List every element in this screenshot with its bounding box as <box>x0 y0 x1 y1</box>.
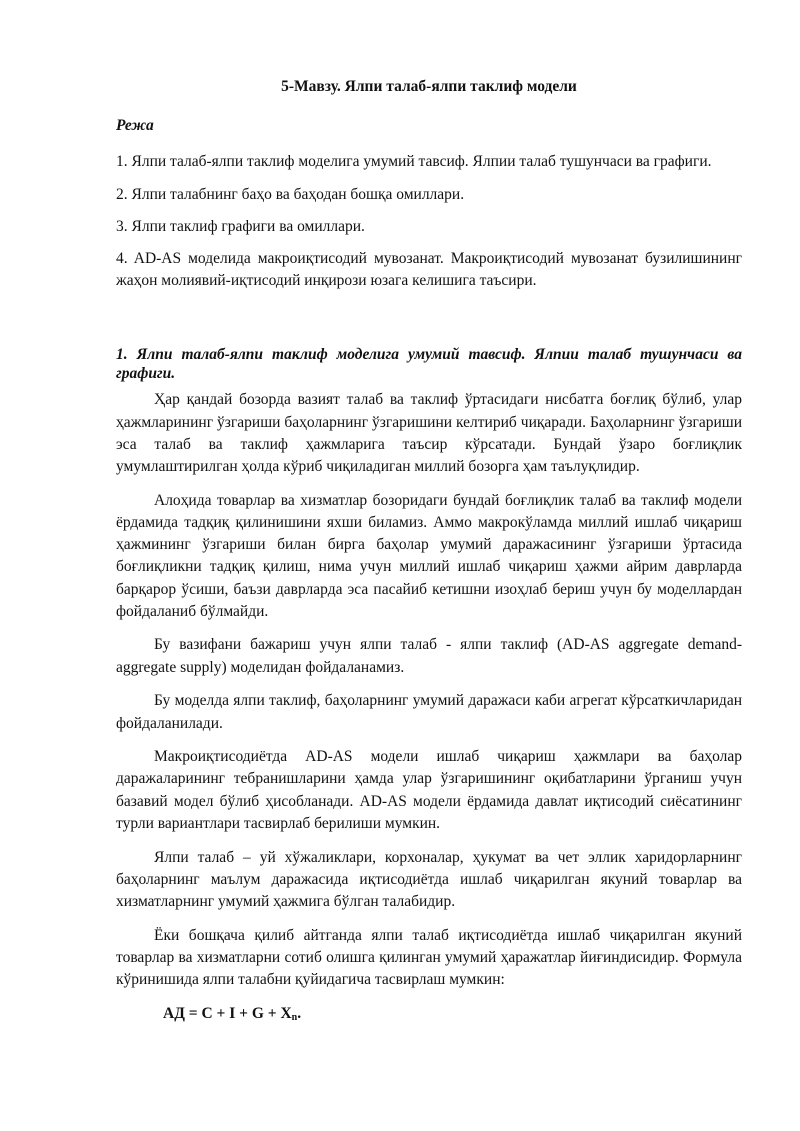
document-page <box>116 76 742 1025</box>
body-paragraph-4: Бу моделда ялпи таклиф, баҳоларнинг умумий даражаси каби агрегат кўрсаткичларидан фойдаланилади. <box>116 692 742 732</box>
section-heading: 1. Ялпи талаб-ялпи таклиф моделига умумий тавсиф. Ялпии талаб тушунчаси ва графиги. <box>116 346 742 383</box>
body-paragraph-2: Алоҳида товарлар ва хизматлар бозоридаги бундай боғлиқлик талаб ва таклиф модели ёрдамида тадқиқ қилинишини яхши биламиз. Аммо макрокўламда миллий ишлаб чиқариш ҳажмининг ўзгариши билан бирга баҳолар умумий даражасининг ўзгариши ўртасида боғлиқликни тадқиқ қилиш, нима учун миллий ишлаб чиқариш ҳажми айрим даврларда барқарор ўсиши, баъзи даврларда эса пасайиб кетишни изоҳлаб бериш учун бу моделлардан фойдаланиб бўлмайди. <box>116 491 742 620</box>
aggregate-demand-formula <box>163 1003 742 1025</box>
body-paragraph-3: Бу вазифани бажариш учун ялпи талаб - ялпи таклиф (AD-AS aggregate demand-aggregate supply) моделидан фойдаланамиз. <box>116 636 742 676</box>
body-paragraph-6: Ялпи талаб – уй хўжаликлари, корхоналар, ҳукумат ва чет эллик харидорларнинг баҳоларнинг маълум даражасида иқтисодиётда ишлаб чиқарилган якуний товарлар ва хизматларнинг умумий ҳажмига бўлган талабидир. <box>116 848 742 910</box>
formula-subscript: n <box>291 1011 298 1023</box>
body-paragraph-5: Макроиқтисодиётда AD-AS модели ишлаб чиқариш ҳажмлари ва баҳолар даражаларининг тебранишларини ҳамда улар ўзгаришининг оқибатларини ўрганиш учун базавий модел бўлиб ҳисобланади. AD-AS модели ёрдамида давлат иқтисодий сиёсатининг турли вариантлари тасвирлаб берилиши мумкин. <box>116 748 742 832</box>
plan-item-2: 2. Ялпи талабнинг баҳо ва баҳодан бошқа омиллари. <box>116 185 465 203</box>
formula-main: АД = С + I + G + X <box>163 1004 292 1022</box>
body-paragraph-7: Ёки бошқача қилиб айтганда ялпи талаб иқтисодиётда ишлаб чиқарилган якуний товарлар ва хизматларни сотиб олишга қилинган умумий ҳаражатлар йиғиндисидир. Формула кўринишида ялпи талабни қуйидагича тасвирлаш мумкин: <box>116 926 742 989</box>
body-paragraph-1: Ҳар қандай бозорда вазият талаб ва таклиф ўртасидаги нисбатга боғлиқ бўлиб, улар ҳажмларининг ўзгариши баҳоларнинг ўзгаришини келтириб чиқаради. Баҳоларнинг ўзгариши эса талаб ва таклиф ҳажмларига таъсир кўрсатади. Бундай ўзаро боғлиқлик умумлаштирилган ҳолда кўриб чиқиладиган миллий бозорга ҳам таълуқлидир. <box>116 391 742 476</box>
plan-item-1: 1. Ялпи талаб-ялпи таклиф моделига умумий тавсиф. Ялпии талаб тушунчаси ва графиги. <box>116 153 712 171</box>
document-title: 5-Мавзу. Ялпи талаб-ялпи таклиф модели <box>281 78 577 95</box>
plan-heading: Режа <box>116 117 154 135</box>
plan-item-3: 3. Ялпи таклиф графиги ва омиллари. <box>116 217 365 235</box>
plan-item-4: 4. AD-AS моделида макроиқтисодий мувозанат. Макроиқтисодий мувозанат бузилишининг жаҳон молиявий-иқтисодий инқирози юзага келишига таъсири. <box>116 250 742 290</box>
formula-end: . <box>297 1004 302 1022</box>
